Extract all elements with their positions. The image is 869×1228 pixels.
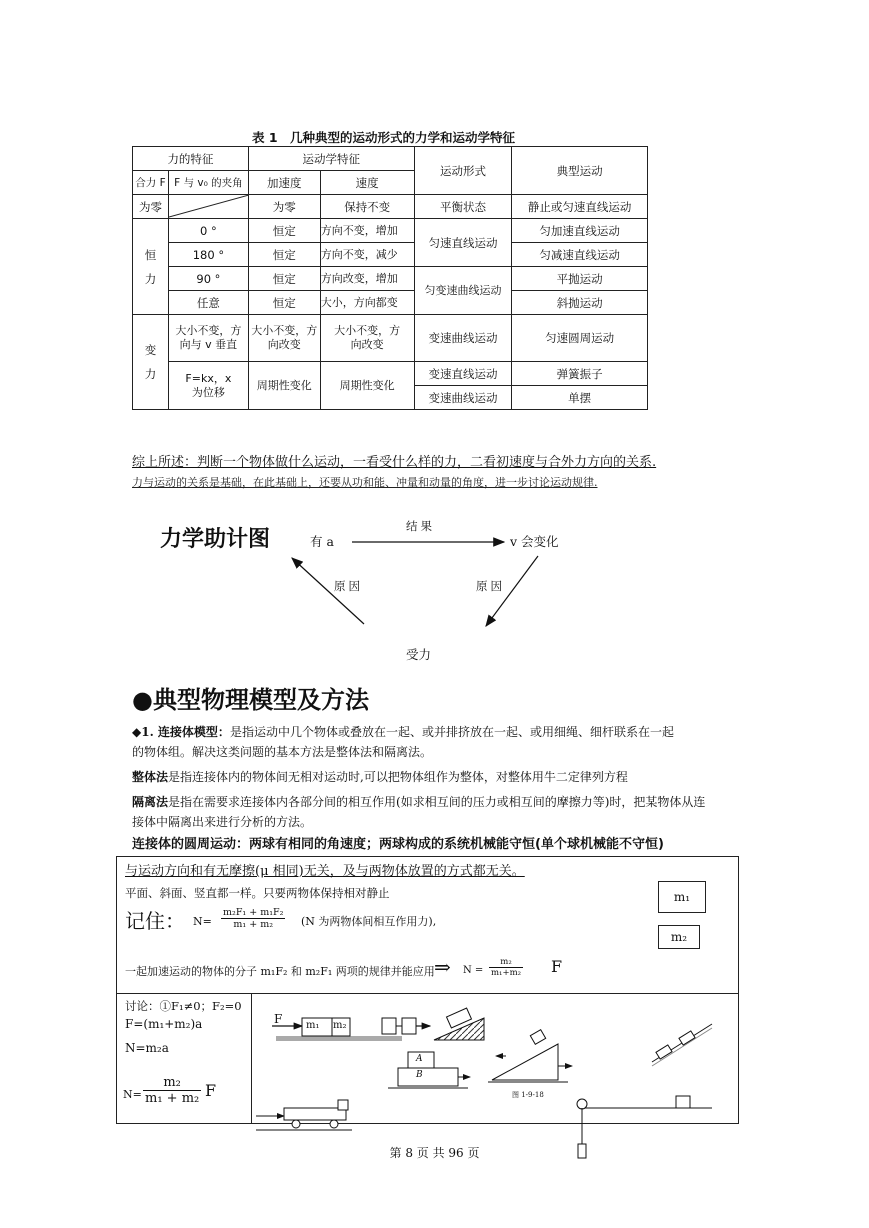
v2-angle: F=kx，x 为位移	[168, 362, 248, 410]
item1-text-2: 的物体组。解决这类问题的基本方法是整体法和隔离法。	[132, 745, 433, 759]
header-net-force: 合力 F	[133, 171, 169, 195]
n-note: (N 为两物体间相互作用力),	[301, 915, 437, 928]
header-acceleration: 加速度	[248, 171, 320, 195]
c2-angle: 180 °	[168, 243, 248, 267]
c2-acc: 恒定	[248, 243, 320, 267]
v2-form-a: 变速直线运动	[414, 362, 512, 386]
n2-fraction-den: m₁+m₂	[491, 968, 522, 978]
box-divider	[117, 993, 738, 994]
c4-angle: 任意	[168, 291, 248, 315]
c1-typical: 匀加速直线运动	[512, 219, 648, 243]
item1-paragraph	[132, 722, 772, 742]
c3-vel: 方向改变，增加	[320, 267, 414, 291]
node-acceleration: 有 a	[310, 534, 334, 549]
block-m2: m₂	[658, 925, 700, 949]
n2-fraction-num: m₂	[489, 957, 523, 968]
figure-cart	[256, 1100, 352, 1130]
v1-vel: 大小不变，方向改变	[320, 315, 414, 362]
iso-label: 隔离法	[132, 795, 169, 809]
box-line-2: 平面、斜面、竖直都一样。只要两物体保持相对静止	[125, 886, 390, 900]
fig-a-label: A	[416, 1054, 423, 1064]
iso-method	[132, 792, 772, 812]
eq-2: N=m₂a	[125, 1041, 169, 1055]
v1-form: 变速曲线运动	[414, 315, 512, 362]
c3-typical: 平抛运动	[512, 267, 648, 291]
figure-stacked-blocks	[388, 1052, 470, 1088]
box-line-1: 与运动方向和有无摩擦(μ 相同)无关，及与两物体放置的方式都无关。	[125, 864, 525, 879]
n2-force: F	[551, 957, 563, 976]
figure-wedge	[488, 1030, 572, 1082]
n2-equals: N =	[463, 965, 484, 976]
edge-label-cause-left: 原因	[334, 579, 363, 593]
diagonal-line-icon	[169, 195, 249, 218]
v2-typical-a: 弹簧振子	[512, 362, 648, 386]
diagram-title: 力学助计图	[160, 527, 271, 552]
c12-form: 匀速直线运动	[414, 219, 512, 267]
n3-fraction	[143, 1075, 201, 1106]
c2-vel: 方向不变，减少	[320, 243, 414, 267]
fig-b-label: B	[416, 1070, 423, 1080]
v1-acc: 大小不变，方向改变	[248, 315, 320, 362]
remember-label: 记住：	[125, 909, 185, 933]
summary-line-1: 综上所述：判断一个物体做什么运动，一看受什么样的力，二看初速度与合外力方向的关系.	[132, 455, 657, 470]
zero-angle-slash	[168, 195, 248, 219]
c1-angle: 0 °	[168, 219, 248, 243]
node-velocity-change: v 会变化	[510, 534, 559, 549]
table-caption: 表 1 几种典型的运动形式的力学和运动学特征	[252, 130, 516, 145]
v2-typical-b: 单摆	[512, 386, 648, 410]
c4-acc: 恒定	[248, 291, 320, 315]
figure-incline-train	[652, 1024, 712, 1066]
c4-typical: 斜抛运动	[512, 291, 648, 315]
n3-fraction-num: m₂	[143, 1075, 201, 1091]
c4-vel: 大小，方向都变	[320, 291, 414, 315]
zero-typical: 静止或匀速直线运动	[512, 195, 648, 219]
arrow-cause-right	[486, 556, 538, 626]
n-fraction	[221, 907, 285, 930]
figure-connected-incline	[382, 1008, 484, 1040]
n-equals: N=	[193, 915, 212, 928]
iso-text: 是指在需要求连接体内各部分间的相互作用(如求相互间的压力或相互间的摩擦力等)时，把某物体从连	[168, 795, 706, 809]
edge-label-cause-right: 原因	[476, 579, 505, 593]
const-force-label: 恒 力	[133, 219, 169, 315]
fig-m2-label: m₂	[333, 1020, 347, 1031]
node-force: 受力	[406, 647, 432, 662]
whole-text: 是指连接体内的物体间无相对运动时,可以把物体组作为整体，对整体用牛二定律列方程	[168, 770, 628, 784]
box-line-3: 一起加速运动的物体的分子 m₁F₂ 和 m₂F₁ 两项的规律并能应用	[125, 965, 435, 978]
c3-acc: 恒定	[248, 267, 320, 291]
eq-1: F=(m₁+m₂)a	[125, 1017, 203, 1031]
n2-fraction	[489, 957, 523, 978]
edge-label-result: 结果	[406, 519, 435, 533]
zero-label: 为零	[133, 195, 169, 219]
n-fraction-num: m₂F₁ + m₁F₂	[223, 907, 284, 918]
section-title: ●典型物理模型及方法	[132, 686, 369, 714]
item1-label: ◆1. 连接体模型：	[132, 725, 230, 739]
header-typical: 典型运动	[512, 147, 648, 195]
fig-m1-label: m₁	[306, 1020, 320, 1031]
n3-force: F	[205, 1081, 217, 1100]
whole-method	[132, 767, 772, 787]
fig-caption: 图 1-9-18	[512, 1091, 544, 1099]
c1-vel: 方向不变，增加	[320, 219, 414, 243]
var-force-label: 变 力	[133, 315, 169, 410]
arrow-cause-left	[292, 558, 364, 624]
v1-typical: 匀速圆周运动	[512, 315, 648, 362]
discussion: 讨论：①F₁≠0；F₂=0	[125, 999, 242, 1013]
item1-text: 是指运动中几个物体或叠放在一起、或并排挤放在一起、或用细绳、细杆联系在一起	[229, 725, 674, 739]
c2-typical: 匀减速直线运动	[512, 243, 648, 267]
zero-acc: 为零	[248, 195, 320, 219]
header-force: 力的特征	[133, 147, 249, 171]
header-velocity: 速度	[320, 171, 414, 195]
block-m1: m₁	[658, 881, 706, 913]
header-kinematics: 运动学特征	[248, 147, 414, 171]
v2-form-b: 变速曲线运动	[414, 386, 512, 410]
fig-force-label: F	[274, 1012, 283, 1026]
implies-arrow-icon: ⇒	[434, 955, 451, 979]
v2-vel: 周期性变化	[320, 362, 414, 410]
motion-table	[132, 146, 648, 410]
c34-form: 匀变速曲线运动	[414, 267, 512, 315]
n3-equals: N=	[123, 1088, 142, 1101]
n3-fraction-den: m₁ + m₂	[145, 1091, 200, 1106]
page-footer: 第 8 页 共 96 页	[389, 1146, 480, 1160]
zero-form: 平衡状态	[414, 195, 512, 219]
diagram-arrows	[280, 530, 560, 640]
zero-vel: 保持不变	[320, 195, 414, 219]
header-form: 运动形式	[414, 147, 512, 195]
header-angle: F 与 v₀ 的夹角	[168, 171, 248, 195]
c3-angle: 90 °	[168, 267, 248, 291]
v1-angle: 大小不变，方向与 v 垂直	[168, 315, 248, 362]
whole-label: 整体法	[132, 770, 169, 784]
summary-line-2: 力与运动的关系是基础，在此基础上，还要从功和能、冲量和动量的角度，进一步讨论运动规律.	[132, 476, 598, 489]
physics-figures	[252, 1004, 732, 1164]
n-fraction-den: m₁ + m₂	[233, 919, 274, 930]
v2-acc: 周期性变化	[248, 362, 320, 410]
iso-text-2: 接体中隔离出来进行分析的方法。	[132, 815, 313, 829]
c1-acc: 恒定	[248, 219, 320, 243]
circular-motion-note: 连接体的圆周运动：两球有相同的角速度；两球构成的系统机械能守恒(单个球机械能不守恒)	[132, 837, 664, 852]
